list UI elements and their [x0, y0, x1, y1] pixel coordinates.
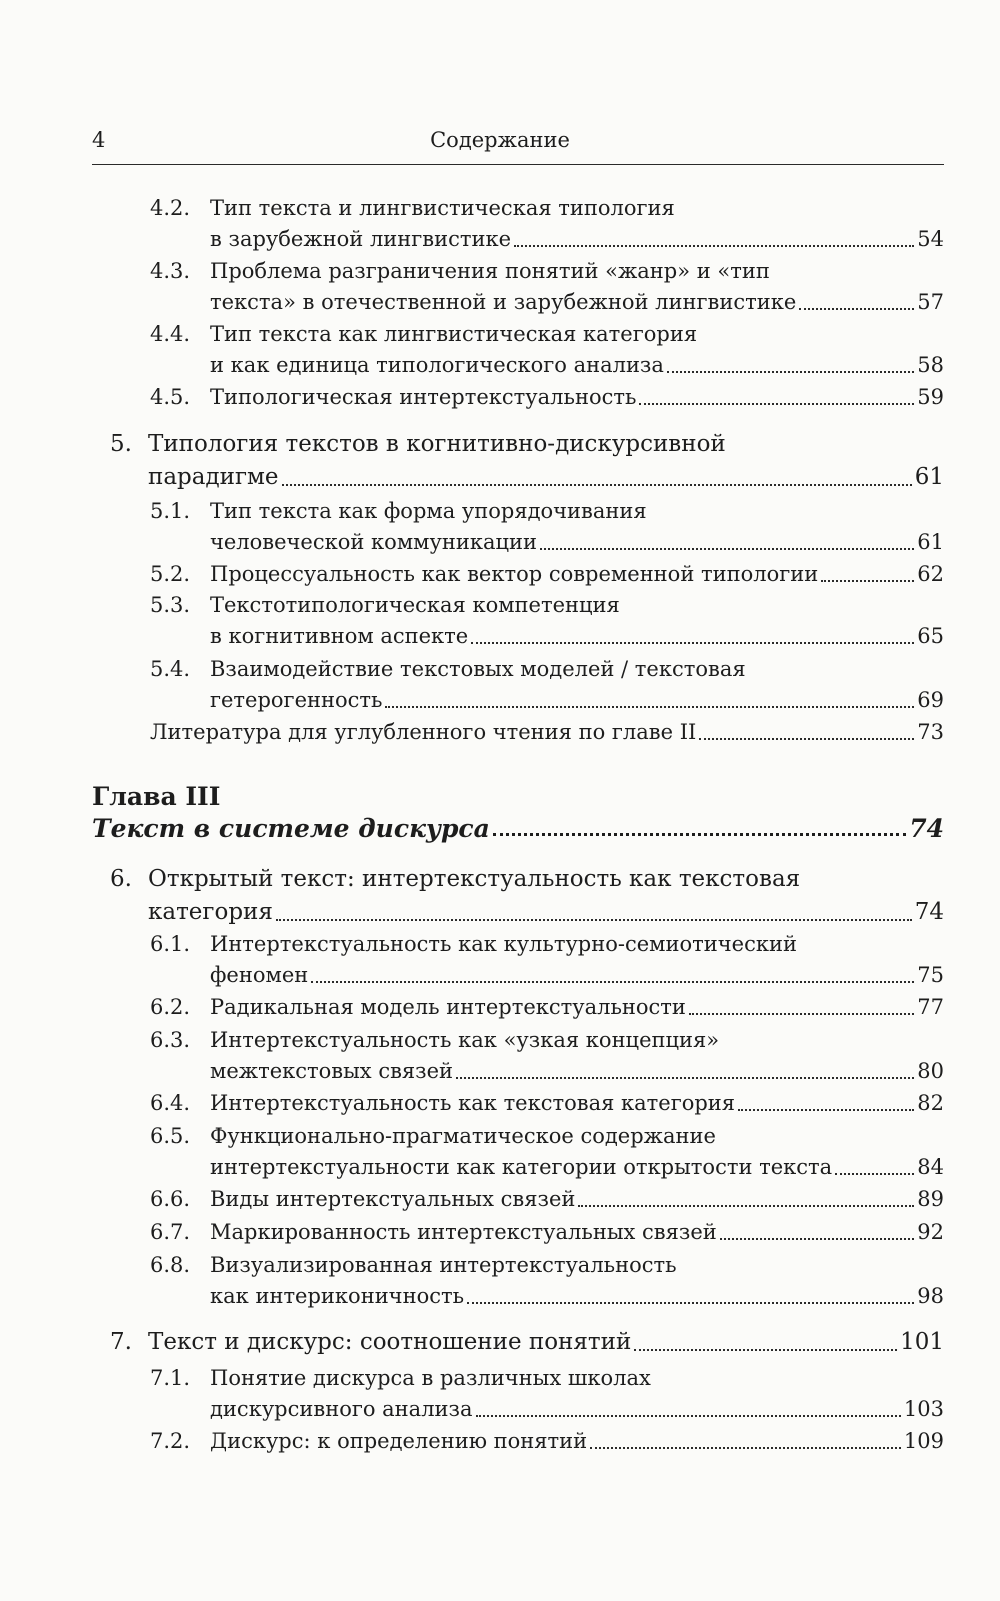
- entry-title-line: Типология текстов в когнитивно-дискурсивной: [148, 431, 726, 457]
- entry-page: 89: [917, 1187, 944, 1211]
- toc-entry-5-3[interactable]: [150, 590, 944, 652]
- entry-title-line: Визуализированная интертекстуальность: [210, 1253, 677, 1277]
- entry-title: феномен: [210, 963, 309, 987]
- entry-title: межтекстовых связей: [210, 1059, 454, 1083]
- toc-entry-7[interactable]: [110, 1326, 944, 1359]
- entry-title-line: Интертекстуальность как «узкая концепция»: [210, 1028, 720, 1052]
- entry-page: 57: [917, 290, 944, 314]
- toc-entry-6-7[interactable]: [150, 1217, 944, 1248]
- dot-leader: [720, 1238, 915, 1240]
- entry-number: 6.4.: [150, 1091, 191, 1115]
- toc-entry-6-8[interactable]: [150, 1250, 944, 1312]
- entry-number: 5.: [110, 431, 132, 457]
- entry-number: 4.5.: [150, 385, 191, 409]
- entry-title-line: Интертекстуальность как культурно-семиотический: [210, 932, 797, 956]
- dot-leader: [514, 245, 914, 247]
- chapter-page: 74: [909, 814, 944, 843]
- entry-number: 6.3.: [150, 1028, 191, 1052]
- toc-entry-6-2[interactable]: [150, 992, 944, 1023]
- entry-title-line: Тип текста как лингвистическая категория: [210, 322, 698, 346]
- dot-leader: [540, 548, 914, 550]
- entry-title: Текст и дискурс: соотношение понятий: [148, 1329, 632, 1355]
- entry-title-line: Функционально-прагматическое содержание: [210, 1124, 716, 1148]
- entry-title-line: Проблема разграничения понятий «жанр» и «тип: [210, 259, 770, 283]
- entry-number: 4.4.: [150, 322, 191, 346]
- toc-entry-6[interactable]: [110, 863, 944, 929]
- dot-leader: [282, 484, 912, 486]
- chapter-label: Глава III: [92, 782, 221, 811]
- dot-leader: [821, 580, 914, 582]
- dot-leader: [476, 1415, 901, 1417]
- dot-leader: [590, 1447, 901, 1449]
- entry-number: 6.6.: [150, 1187, 191, 1211]
- entry-title: гетерогенность: [210, 688, 383, 712]
- entry-title-line: Открытый текст: интертекстуальность как текстовая: [148, 866, 801, 892]
- entry-page: 73: [917, 720, 944, 744]
- toc-entry-6-6[interactable]: [150, 1184, 944, 1215]
- entry-page: 101: [900, 1329, 944, 1355]
- entry-title-line: Тип текста как форма упорядочивания: [210, 499, 647, 523]
- entry-page: 103: [903, 1397, 944, 1421]
- entry-title: Маркированность интертекстуальных связей: [210, 1220, 717, 1244]
- dot-leader: [493, 833, 906, 836]
- entry-page: 80: [917, 1059, 944, 1083]
- entry-page: 98: [917, 1284, 944, 1308]
- entry-page: 77: [917, 995, 944, 1019]
- entry-page: 92: [917, 1220, 944, 1244]
- entry-page: 54: [917, 227, 944, 251]
- dot-leader: [689, 1013, 914, 1015]
- entry-page: 75: [917, 963, 944, 987]
- entry-number: 4.2.: [150, 196, 191, 220]
- entry-number: 7.: [110, 1329, 132, 1355]
- toc-entry-5-4[interactable]: [150, 654, 944, 716]
- dot-leader: [634, 1349, 897, 1351]
- entry-number: 6.2.: [150, 995, 191, 1019]
- toc-entry-4-2[interactable]: [150, 193, 944, 255]
- entry-title: Интертекстуальность как текстовая категория: [210, 1091, 736, 1115]
- entry-title: и как единица типологического анализа: [210, 353, 664, 377]
- entry-number: 6.8.: [150, 1253, 191, 1277]
- entry-title: интертекстуальности как категории открытости текста: [210, 1155, 833, 1179]
- toc-entry-6-1[interactable]: [150, 929, 944, 991]
- entry-title: Типологическая интертекстуальность: [210, 385, 637, 409]
- toc-entry-6-5[interactable]: [150, 1121, 944, 1183]
- entry-title: категория: [148, 899, 273, 925]
- dot-leader: [639, 403, 914, 405]
- entry-title: дискурсивного анализа: [210, 1397, 473, 1421]
- toc-entry-literature-2[interactable]: [150, 717, 944, 748]
- entry-title: Виды интертекстуальных связей: [210, 1187, 576, 1211]
- page-number: 4: [92, 128, 106, 152]
- entry-page: 82: [917, 1091, 944, 1115]
- dot-leader: [667, 371, 914, 373]
- entry-title-line: Понятие дискурса в различных школах: [210, 1366, 651, 1390]
- entry-page: 61: [917, 530, 944, 554]
- toc-entry-4-3[interactable]: [150, 256, 944, 318]
- entry-page: 84: [917, 1155, 944, 1179]
- entry-number: 7.2.: [150, 1429, 191, 1453]
- entry-number: 5.2.: [150, 562, 191, 586]
- entry-title: как интериконичность: [210, 1284, 465, 1308]
- dot-leader: [471, 642, 914, 644]
- entry-page: 61: [914, 464, 944, 490]
- entry-title: человеческой коммуникации: [210, 530, 537, 554]
- entry-number: 5.1.: [150, 499, 191, 523]
- entry-title: текста» в отечественной и зарубежной лингвистике: [210, 290, 797, 314]
- entry-page: 59: [917, 385, 944, 409]
- entry-title-line: Тип текста и лингвистическая типология: [210, 196, 675, 220]
- toc-entry-5[interactable]: [110, 428, 944, 494]
- entry-number: 5.3.: [150, 593, 191, 617]
- entry-title: в когнитивном аспекте: [210, 624, 469, 648]
- entry-title-line: Текстотипологическая компетенция: [210, 593, 620, 617]
- entry-page: 74: [914, 899, 944, 925]
- toc-entry-7-2[interactable]: [150, 1426, 944, 1457]
- toc-entry-6-4[interactable]: [150, 1088, 944, 1119]
- entry-page: 65: [917, 624, 944, 648]
- entry-page: 109: [903, 1429, 944, 1453]
- toc-entry-5-1[interactable]: [150, 496, 944, 558]
- running-header-title: Содержание: [430, 128, 570, 152]
- header-rule: [92, 164, 944, 165]
- dot-leader: [835, 1173, 914, 1175]
- entry-number: 6.5.: [150, 1124, 191, 1148]
- entry-number: 6.: [110, 866, 132, 892]
- toc-entry-4-4[interactable]: [150, 319, 944, 381]
- dot-leader: [385, 706, 914, 708]
- dot-leader: [699, 738, 914, 740]
- dot-leader: [276, 919, 912, 921]
- entry-title: Дискурс: к определению понятий: [210, 1429, 588, 1453]
- entry-title: Процессуальность как вектор современной типологии: [210, 562, 819, 586]
- dot-leader: [738, 1109, 914, 1111]
- entry-page: 62: [917, 562, 944, 586]
- dot-leader: [467, 1302, 914, 1304]
- entry-number: 6.7.: [150, 1220, 191, 1244]
- entry-title: Радикальная модель интертекстуальности: [210, 995, 686, 1019]
- dot-leader: [456, 1077, 914, 1079]
- entry-number: 5.4.: [150, 657, 191, 681]
- entry-number: 6.1.: [150, 932, 191, 956]
- dot-leader: [311, 981, 914, 983]
- entry-number: 7.1.: [150, 1366, 191, 1390]
- entry-title: Литература для углубленного чтения по главе II: [150, 720, 697, 744]
- entry-page: 58: [917, 353, 944, 377]
- entry-title-line: Взаимодействие текстовых моделей / текстовая: [210, 657, 746, 681]
- toc-chapter-3[interactable]: [92, 813, 944, 844]
- toc-entry-4-5[interactable]: [150, 382, 944, 413]
- dot-leader: [799, 308, 914, 310]
- toc-entry-6-3[interactable]: [150, 1025, 944, 1087]
- dot-leader: [578, 1205, 914, 1207]
- toc-entry-7-1[interactable]: [150, 1363, 944, 1425]
- entry-title: парадигме: [148, 464, 279, 490]
- chapter-title: Текст в системе дискурса: [92, 814, 490, 843]
- entry-title: в зарубежной лингвистике: [210, 227, 512, 251]
- entry-number: 4.3.: [150, 259, 191, 283]
- toc-entry-5-2[interactable]: [150, 559, 944, 590]
- entry-page: 69: [917, 688, 944, 712]
